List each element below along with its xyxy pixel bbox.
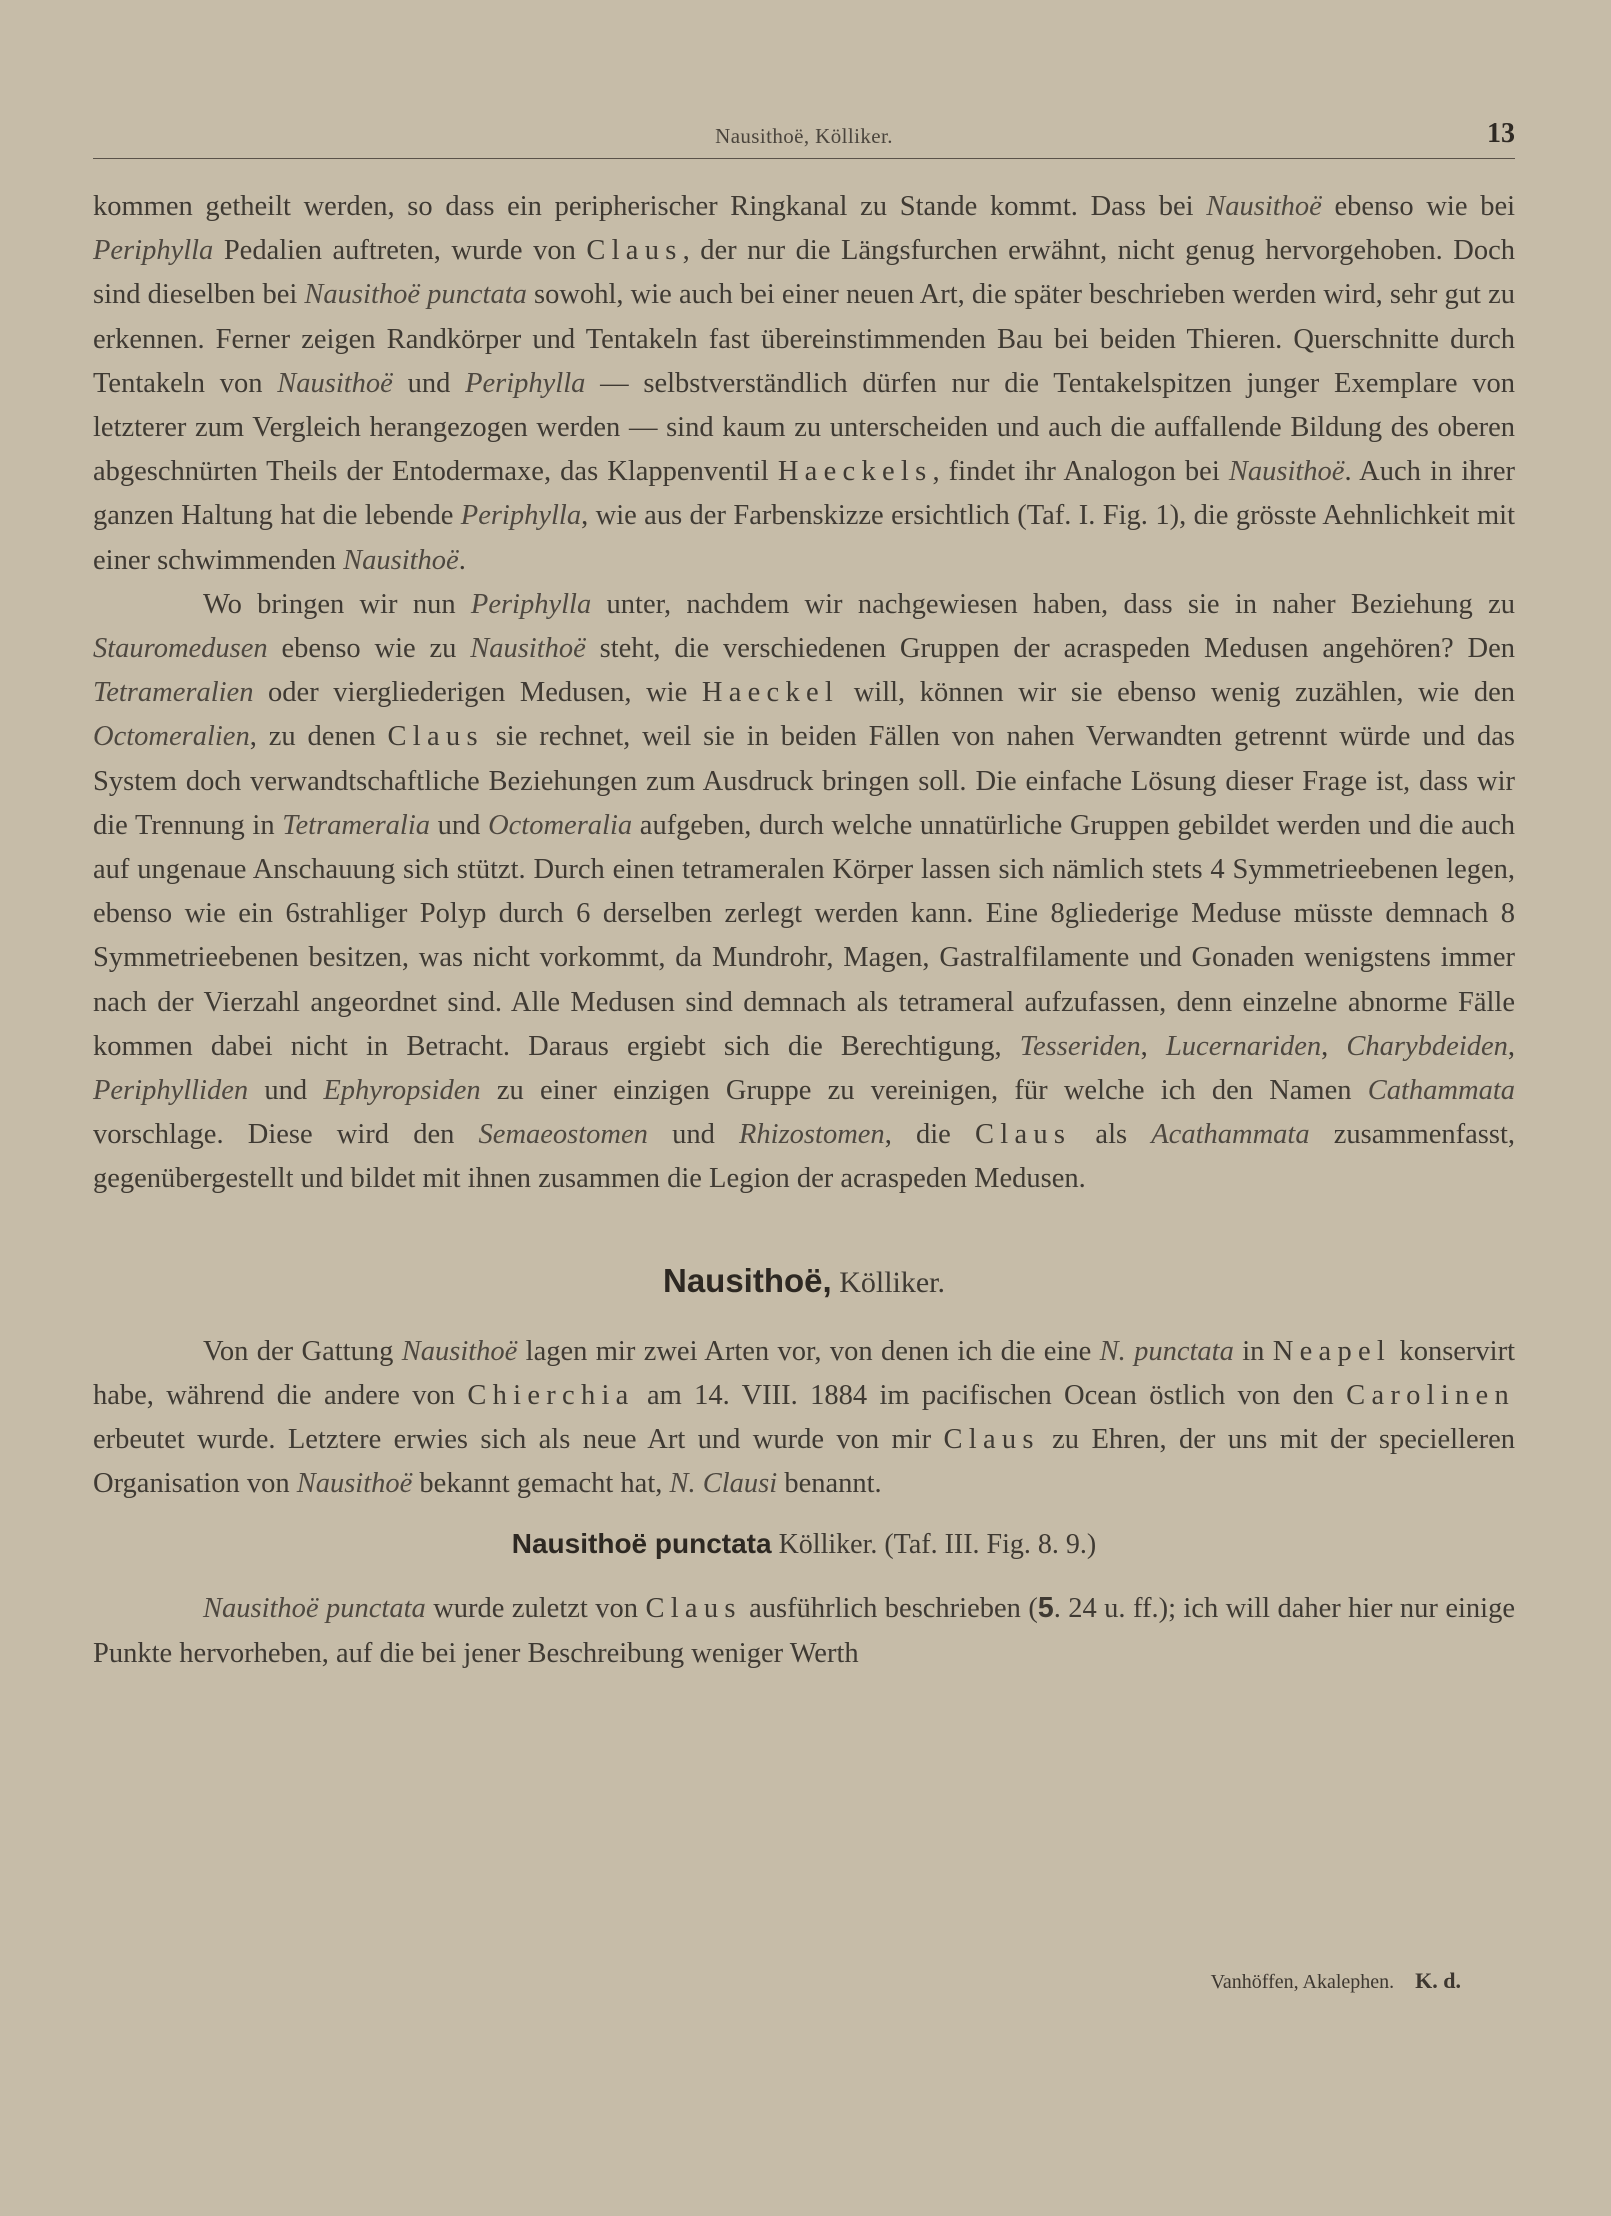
text-run: und	[392, 367, 466, 399]
spaced-name: Haeckel	[701, 677, 840, 709]
italic-term: Acathammata	[1151, 1119, 1310, 1151]
text-run: Von der Gattung	[203, 1335, 402, 1367]
italic-term: Lucernariden	[1165, 1030, 1322, 1062]
italic-term: N. punctata	[1099, 1335, 1234, 1367]
text-run: ,	[1140, 1030, 1166, 1062]
text-run: . Auch in ihrer ganzen Haltung hat die lebende	[93, 456, 1516, 532]
text-run: Wo bringen wir nun	[203, 588, 471, 620]
text-run: ausführlich beschrieben (	[741, 1593, 1038, 1625]
spaced-name: Claus	[645, 1593, 742, 1625]
paragraph-4	[93, 1586, 1515, 1675]
text-run: und	[647, 1119, 740, 1151]
italic-term: Nausithoë	[1228, 456, 1345, 488]
text-run: ebenso wie zu	[267, 633, 471, 665]
text-run: sie rechnet, weil sie in beiden Fällen von nahen Verwandten getrennt würde und das System doch verwandtschaftliche Beziehungen zum Ausdruck bringen soll. Die einfache Lösung dieser Frage ist, dass wir die Trennung in	[93, 721, 1516, 841]
italic-term: Octomeralien	[93, 721, 250, 753]
spaced-name: Haeckels	[777, 456, 933, 488]
text-run: erbeutet wurde. Letztere erwies sich als neue Art und wurde von mir	[93, 1424, 944, 1456]
text-run: am 14. VIII. 1884 im pacifischen Ocean östlich von den	[634, 1379, 1347, 1411]
body-text	[93, 185, 1515, 1676]
spaced-name: Chierchia	[467, 1379, 635, 1411]
text-run: konservirt habe, während die andere von	[93, 1335, 1516, 1411]
text-run: und	[248, 1075, 324, 1107]
text-run: ebenso wie bei	[1321, 191, 1516, 222]
italic-term: Periphylla	[460, 500, 582, 532]
italic-term: Semaeostomen	[478, 1119, 648, 1151]
text-run: als	[1071, 1119, 1152, 1151]
italic-term: Ephyropsiden	[323, 1075, 481, 1107]
italic-term: Tesseriden	[1019, 1030, 1141, 1062]
italic-term: Nausithoë	[470, 633, 586, 665]
spaced-name: Claus	[974, 1119, 1072, 1151]
spaced-name: Claus	[586, 235, 683, 267]
text-run: , wie aus der Farbenskizze ersichtlich (Taf. I. Fig. 1), die grösste Aehnlichkeit mit einer schwimmenden	[93, 500, 1515, 576]
italic-term: Periphylla	[470, 588, 592, 620]
genus-author: Kölliker.	[839, 1265, 946, 1299]
text-run: . 24 u. ff.); ich will daher hier nur einige Punkte hervorheben, auf die bei jener Beschreibung weniger Werth	[93, 1593, 1515, 1669]
species-name: Nausithoë punctata	[511, 1528, 772, 1560]
italic-term: Cathammata	[1367, 1075, 1515, 1107]
italic-term: Nausithoë	[401, 1335, 518, 1367]
text-run: unter, nachdem wir nachgewiesen haben, dass sie in naher Beziehung zu	[591, 588, 1515, 620]
text-run: zu Ehren, der uns mit der specielleren Organisation von	[93, 1424, 1515, 1500]
text-run: vorschlage. Diese wird den	[93, 1119, 479, 1151]
paragraph-1	[93, 185, 1515, 583]
text-run: oder viergliederigen Medusen, wie	[253, 677, 702, 709]
italic-term: Stauromedusen	[93, 633, 268, 665]
text-run: benannt.	[777, 1468, 882, 1500]
italic-term: Periphylla	[465, 367, 586, 399]
text-run: ,	[1507, 1030, 1516, 1062]
text-run: und	[430, 809, 489, 841]
footer-text: Vanhöffen, Akalephen.	[1210, 1971, 1395, 1993]
printer-signature-line	[1211, 1968, 1461, 1994]
text-run: wurde zuletzt von	[425, 1593, 646, 1625]
text-run: zu einer einzigen Gruppe zu vereinigen, für welche ich den Namen	[480, 1075, 1368, 1107]
text-run: , zu denen	[249, 721, 388, 753]
spaced-name: Claus	[387, 721, 484, 753]
text-run: .	[458, 544, 466, 576]
text-run: zusammenfasst, gegenübergestellt und bildet mit ihnen zusammen die Legion der acraspeden Medusen.	[93, 1119, 1515, 1195]
text-run: , findet ihr Analogon bei	[932, 456, 1229, 488]
text-run: in	[1233, 1335, 1273, 1367]
text-run: — selbstverständlich dürfen nur die Tentakelspitzen junger Exemplare von letzterer zum Vergleich herangezogen werden — sind kaum zu unterscheiden und auch die auffallende Bildung des oberen abgeschnürten Theils der Entodermaxe, das Klappenventil	[93, 367, 1515, 488]
text-run: kommen getheilt werden, so dass ein peripherischer Ringkanal zu Stande kommt. Dass bei	[93, 191, 1207, 222]
text-run: sowohl, wie auch bei einer neuen Art, die später beschrieben werden wird, sehr gut zu erkennen. Ferner zeigen Randkörper und Tentakeln fast übereinstimmenden Bau bei beiden Thieren. Querschnitte durch Tentakeln von	[93, 279, 1515, 399]
species-heading	[93, 1528, 1515, 1570]
genus-name: Nausithoë,	[662, 1261, 832, 1299]
spaced-name: Claus	[943, 1424, 1040, 1456]
species-plate-ref: (Taf. III. Fig. 8. 9.)	[884, 1529, 1097, 1561]
italic-term: Nausithoë punctata	[203, 1593, 426, 1625]
italic-term: Tetrameralia	[282, 809, 431, 841]
text-run: Pedalien auftreten, wurde von	[213, 235, 587, 267]
italic-term: Charybdeiden	[1346, 1030, 1508, 1062]
sheet-signature: K. d.	[1415, 1968, 1461, 1993]
species-author: Kölliker.	[778, 1529, 878, 1561]
text-run: steht, die verschiedenen Gruppen der acraspeden Medusen angehören? Den	[585, 633, 1515, 665]
spaced-name: Neapel	[1272, 1335, 1392, 1367]
text-run: lagen mir zwei Arten vor, von denen ich die eine	[517, 1335, 1100, 1367]
italic-term: Nausithoë	[277, 367, 393, 399]
paragraph-3	[93, 1330, 1515, 1507]
italic-term: Rhizostomen	[739, 1119, 885, 1151]
italic-term: Nausithoë	[1206, 191, 1322, 222]
text-run: aufgeben, durch welche unnatürliche Gruppen gebildet werden und die auch auf ungenaue Anschauung sich stützt. Durch einen tetrameralen Körper lassen sich nämlich stets 4 Symmetrieebenen legen, ebenso wie ein 6strahliger Polyp durch 6 derselben zerlegt werden kann. Eine 8gliederige Meduse müsste demnach 8 Symmetrieebenen besitzen, was nicht vorkommt, da Mundrohr, Magen, Gastralfilamente und Gonaden wenigstens immer nach der Vierzahl angeordnet sind. Alle Medusen sind demnach als tetrameral aufzufassen, denn einzelne abnorme Fälle kommen dabei nicht in Betracht. Daraus ergiebt sich die Berechtigung,	[93, 809, 1515, 1062]
page-number: 13	[1487, 118, 1515, 149]
italic-term: Octomeralia	[488, 809, 633, 841]
italic-term: Periphylliden	[93, 1075, 249, 1107]
text-run: , die	[884, 1119, 975, 1151]
italic-term: Periphylla	[93, 235, 214, 267]
italic-term: Tetrameralien	[93, 677, 254, 709]
italic-term: Nausithoë punctata	[304, 279, 527, 311]
text-run: , der nur die Längsfurchen erwähnt, nicht genug hervorgehoben. Doch sind dieselben bei	[93, 235, 1516, 311]
reference-number: 5	[1037, 1592, 1054, 1625]
text-run: will, können wir sie ebenso wenig zuzählen, wie den	[839, 677, 1515, 709]
text-run: ,	[1321, 1030, 1347, 1062]
italic-term: Nausithoë	[343, 544, 459, 576]
paragraph-2	[93, 583, 1515, 1202]
text-run: bekannt gemacht hat,	[412, 1468, 670, 1500]
spaced-name: Carolinen	[1346, 1379, 1515, 1411]
italic-term: N. Clausi	[669, 1468, 778, 1500]
running-head: Nausithoë, Kölliker.	[715, 124, 893, 148]
page-header	[93, 118, 1515, 159]
genus-heading	[93, 1262, 1515, 1304]
italic-term: Nausithoë	[296, 1468, 413, 1500]
